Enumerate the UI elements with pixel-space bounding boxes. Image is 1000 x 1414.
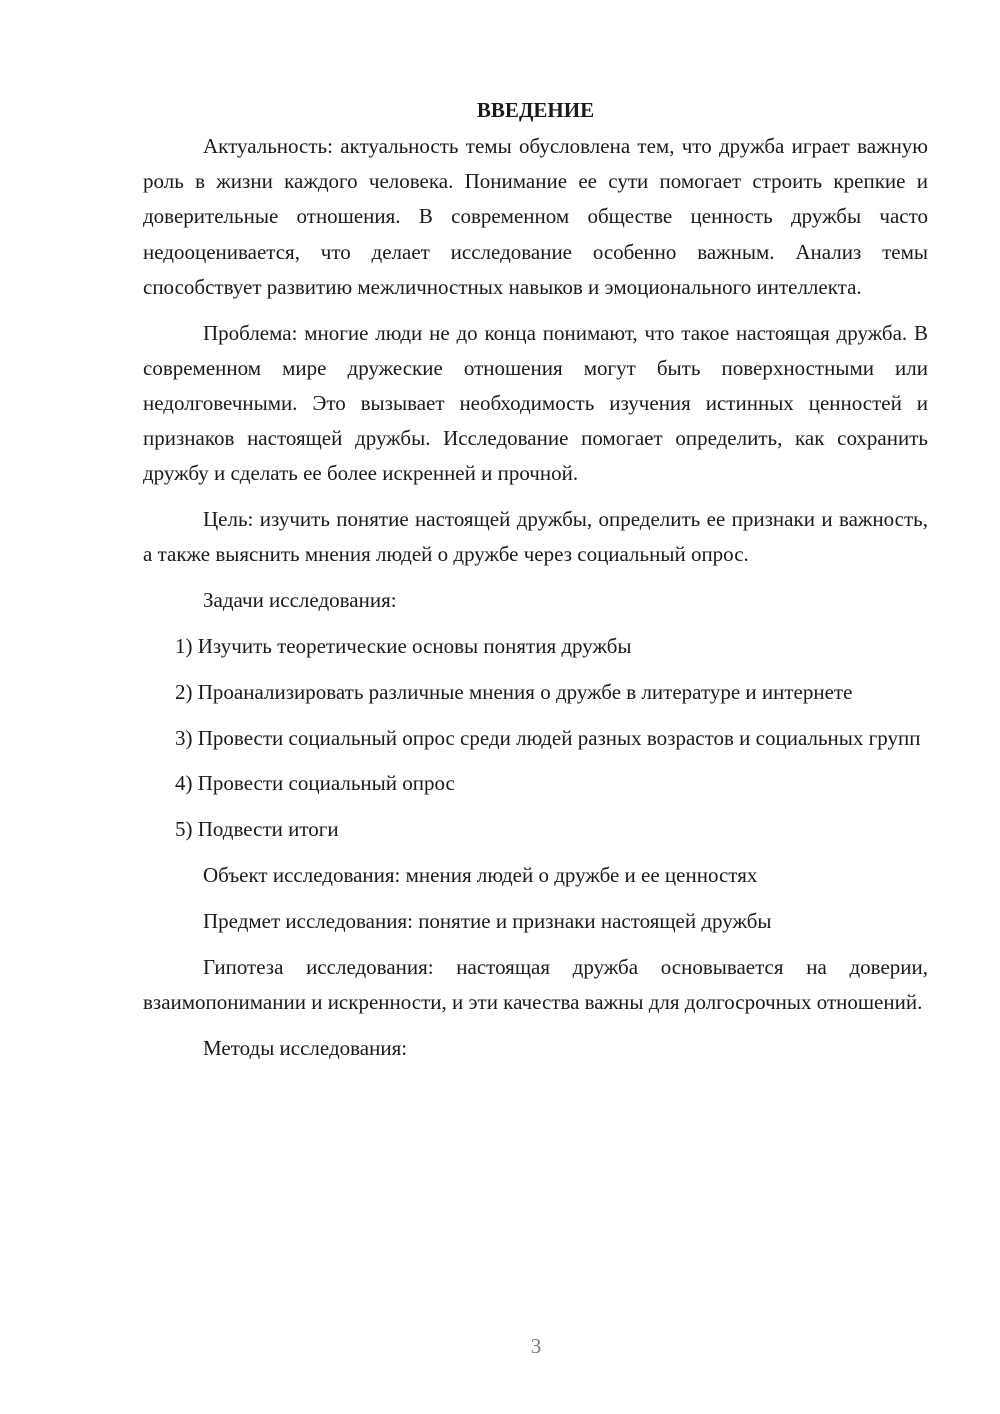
task-item-1: 1) Изучить теоретические основы понятия дружбы bbox=[175, 634, 632, 659]
document-page bbox=[143, 92, 928, 1066]
page-number: 3 bbox=[530, 1334, 542, 1358]
object-paragraph: Объект исследования: мнения людей о дружбе и ее ценностях bbox=[203, 863, 758, 887]
tasks-heading: Задачи исследования: bbox=[203, 588, 397, 613]
section-title: ВВЕДЕНИЕ bbox=[476, 98, 595, 122]
task-item-2: 2) Проанализировать различные мнения о дружбе в литературе и интернете bbox=[175, 679, 853, 704]
methods-heading: Методы исследования: bbox=[203, 1035, 408, 1060]
relevance-paragraph: Актуальность: актуальность темы обусловлена тем, что дружба играет важную роль в жизни каждого человека. Понимание ее сути помогает строить крепкие и доверительные отношения. В современном обществе ценность дружбы часто недооценивается, что делает исследование особенно важным. Анализ темы способствует развитию межличностных навыков и эмоционального интеллекта. bbox=[143, 134, 928, 299]
task-item-5: 5) Подвести итоги bbox=[175, 817, 339, 842]
hypothesis-paragraph: Гипотеза исследования: настоящая дружба основывается на доверии, взаимопонимании и искренности, и эти качества важны для долгосрочных отношений. bbox=[143, 954, 928, 1014]
subject-paragraph: Предмет исследования: понятие и признаки настоящей дружбы bbox=[203, 908, 772, 933]
task-item-4: 4) Провести социальный опрос bbox=[175, 771, 455, 796]
goal-paragraph: Цель: изучить понятие настоящей дружбы, определить ее признаки и важность, а также выяснить мнения людей о дружбе через социальный опрос. bbox=[143, 507, 928, 567]
task-item-3: 3) Провести социальный опрос среди людей разных возрастов и социальных групп bbox=[175, 725, 921, 750]
problem-paragraph: Проблема: многие люди не до конца понимают, что такое настоящая дружба. В современном мире дружеские отношения могут быть поверхностными или недолговечными. Это вызывает необходимость изучения истинных ценностей и признаков настоящей дружбы. Исследование помогает определить, как сохранить дружбу и сделать ее более искренней и прочной. bbox=[143, 320, 928, 486]
